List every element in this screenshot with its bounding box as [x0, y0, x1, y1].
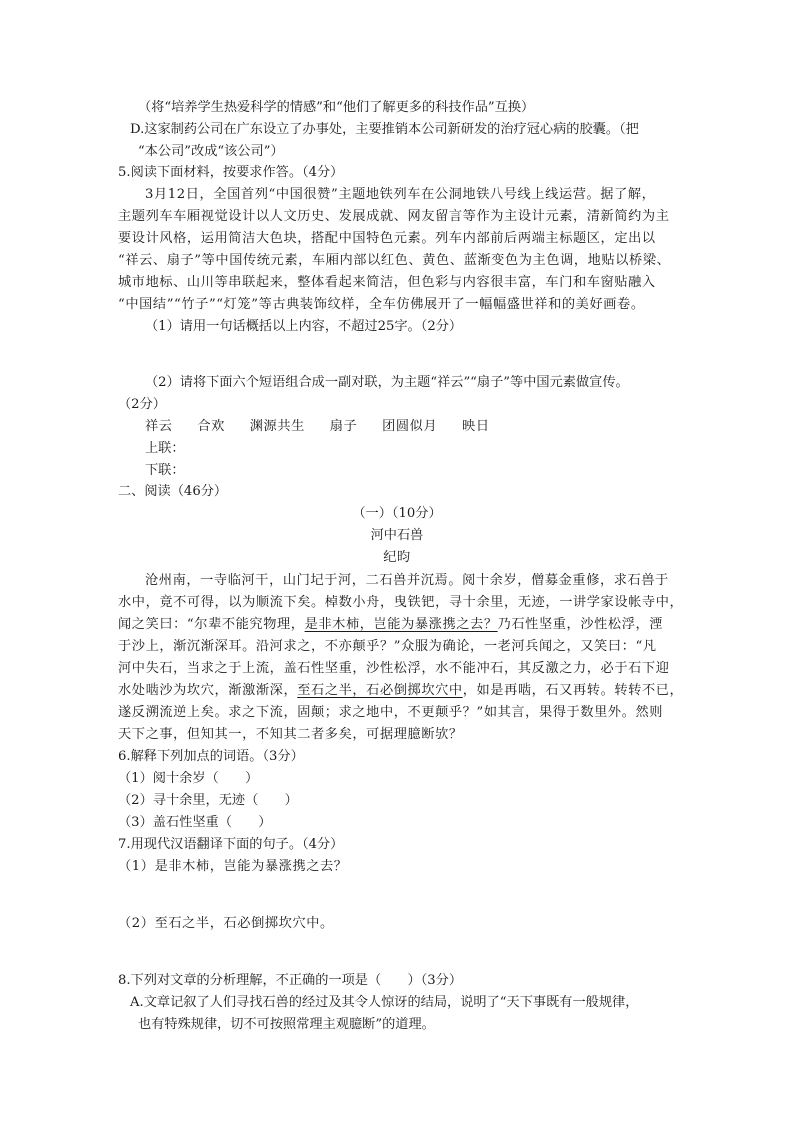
phrase: 合欢 [197, 419, 225, 434]
q5-sub1: （1）请用一句话概括以上内容，不超过25字。（2分） [145, 319, 463, 334]
passage-line: 水中，竟不可得，以为顺流下矣。棹数小舟，曳铁钯，寻十余里，无迹，一讲学家设帐寺中， [118, 595, 684, 610]
passage-text: ，如是再啮，石又再转。转转不已， [462, 683, 684, 698]
passage-line [118, 680, 683, 702]
q5-material-line: “中国结”“竹子”“灯笼”等古典装饰纹样，全车仿佛展开了一幅幅盛世祥和的美好画卷。 [118, 297, 645, 312]
underlined-sentence: 至石之半，石必倒掷坎穴中 [297, 683, 463, 698]
q5-sub2-line1: （2）请将下面六个短语组合成一副对联，为主题“祥云”“扇子”等中国元素做宣传。 [145, 375, 629, 390]
passage-text: 闻之笑曰：“尔辈不能究物理， [118, 617, 305, 632]
q8-title: 8.下列对文章的分析理解，不正确的一项是（ ）（3分） [118, 973, 463, 988]
passage-line: 于沙上，渐沉渐深耳。沿河求之，不亦颠乎？”众服为确论，一老河兵闻之，又笑曰：“凡 [118, 639, 657, 654]
q5-material-line: “祥云、扇子”等中国传统元素，车厢内部以红色、黄色、蓝渐变色为主色调，地贴以桥梁、 [118, 253, 671, 268]
q5-material-line: 3月12日，全国首列“中国很赞”主题地铁列车在公洞地铁八号线上线运营。据了解， [145, 187, 656, 202]
q5-phrase-list [145, 416, 510, 438]
passage-line [118, 614, 663, 636]
passage-text: 乃石性坚重，沙性松浮，湮 [497, 617, 664, 632]
q6-item: （2）寻十余里，无迹（ ） [118, 793, 298, 808]
passage-text: 水处啮沙为坎穴，渐激渐深， [118, 683, 298, 698]
q7-title: 7.用现代汉语翻译下面的句子。（4分） [118, 837, 344, 852]
q8-option-a-line2: 也有特殊规律，切不可按照常理主观臆断”的道理。 [138, 1017, 435, 1032]
q4-option-d-line1: D.这家制药公司在广东设立了办事处，主要推销本公司新研发的治疗冠心病的胶囊。（把 [130, 122, 639, 137]
section-heading: 二、阅读（46分） [118, 484, 228, 499]
q6-title: 6.解释下列加点的词语。（3分） [118, 749, 304, 764]
underlined-sentence: 是非木柿，岂能为暴涨携之去？ [304, 617, 498, 632]
phrase: 团圆似月 [382, 419, 438, 434]
passage-line: 遂反溯流逆上矣。求之下流，固颠；求之地中，不更颠乎？”如其言，果得于数里外。然则 [118, 705, 664, 720]
q5-material-line: 要设计风格，运用简洁大色块，搭配中国特色元素。列车内部前后两端主标题区，定出以 [118, 231, 656, 246]
couplet-upper-label: 上联： [145, 441, 185, 456]
phrase: 祥云 [145, 419, 173, 434]
reading-part-label: （一）（10分） [352, 506, 442, 521]
essay-title: 河中石兽 [370, 528, 424, 543]
passage-line: 沧州南，一寺临河干，山门圮于河，二石兽并沉焉。阅十余岁，僧募金重修，求石兽于 [145, 573, 669, 588]
essay-author: 纪昀 [383, 550, 411, 565]
q5-sub2-line2: （2分） [118, 397, 166, 412]
q4-option-d-line2: “本公司”改成“该公司”） [138, 144, 284, 159]
q8-option-a-line1: A.文章记叙了人们寻找石兽的经过及其令人惊讶的结局，说明了“天下事既有一般规律， [130, 995, 639, 1010]
passage-line: 河中失石，当求之于上流，盖石性坚重，沙性松浮，水不能冲石，其反激之力，必于石下迎 [118, 661, 670, 676]
phrase: 映日 [462, 419, 490, 434]
q7-sentence-1: （1）是非木柿，岂能为暴涨携之去？ [118, 859, 348, 874]
q4-b-note: （将“培养学生热爱科学的情感”和“他们了解更多的科技作品”互换） [138, 100, 535, 115]
q7-sentence-2: （2）至石之半，石必倒掷坎穴中。 [118, 916, 334, 931]
phrase: 扇子 [329, 419, 358, 434]
q5-material-line: 主题列车车厢视觉设计以人文历史、发展成就、网友留言等作为主设计元素，清新简约为主 [118, 209, 670, 224]
q6-item: （1）阅十余岁（ ） [118, 771, 259, 786]
couplet-lower-label: 下联： [145, 463, 185, 478]
passage-line: 天下之事，但知其一，不知其二者多矣，可据理臆断欤？ [118, 727, 463, 742]
q5-title: 5.阅读下面材料，按要求作答。（4分） [118, 165, 344, 180]
q6-item: （3）盖石性坚重（ ） [118, 815, 272, 830]
q5-material-line: 城市地标、山川等串联起来，整体看起来简洁，但色彩与内容很丰富，车门和车窗贴融入 [118, 275, 656, 290]
phrase: 渊源共生 [249, 419, 305, 434]
